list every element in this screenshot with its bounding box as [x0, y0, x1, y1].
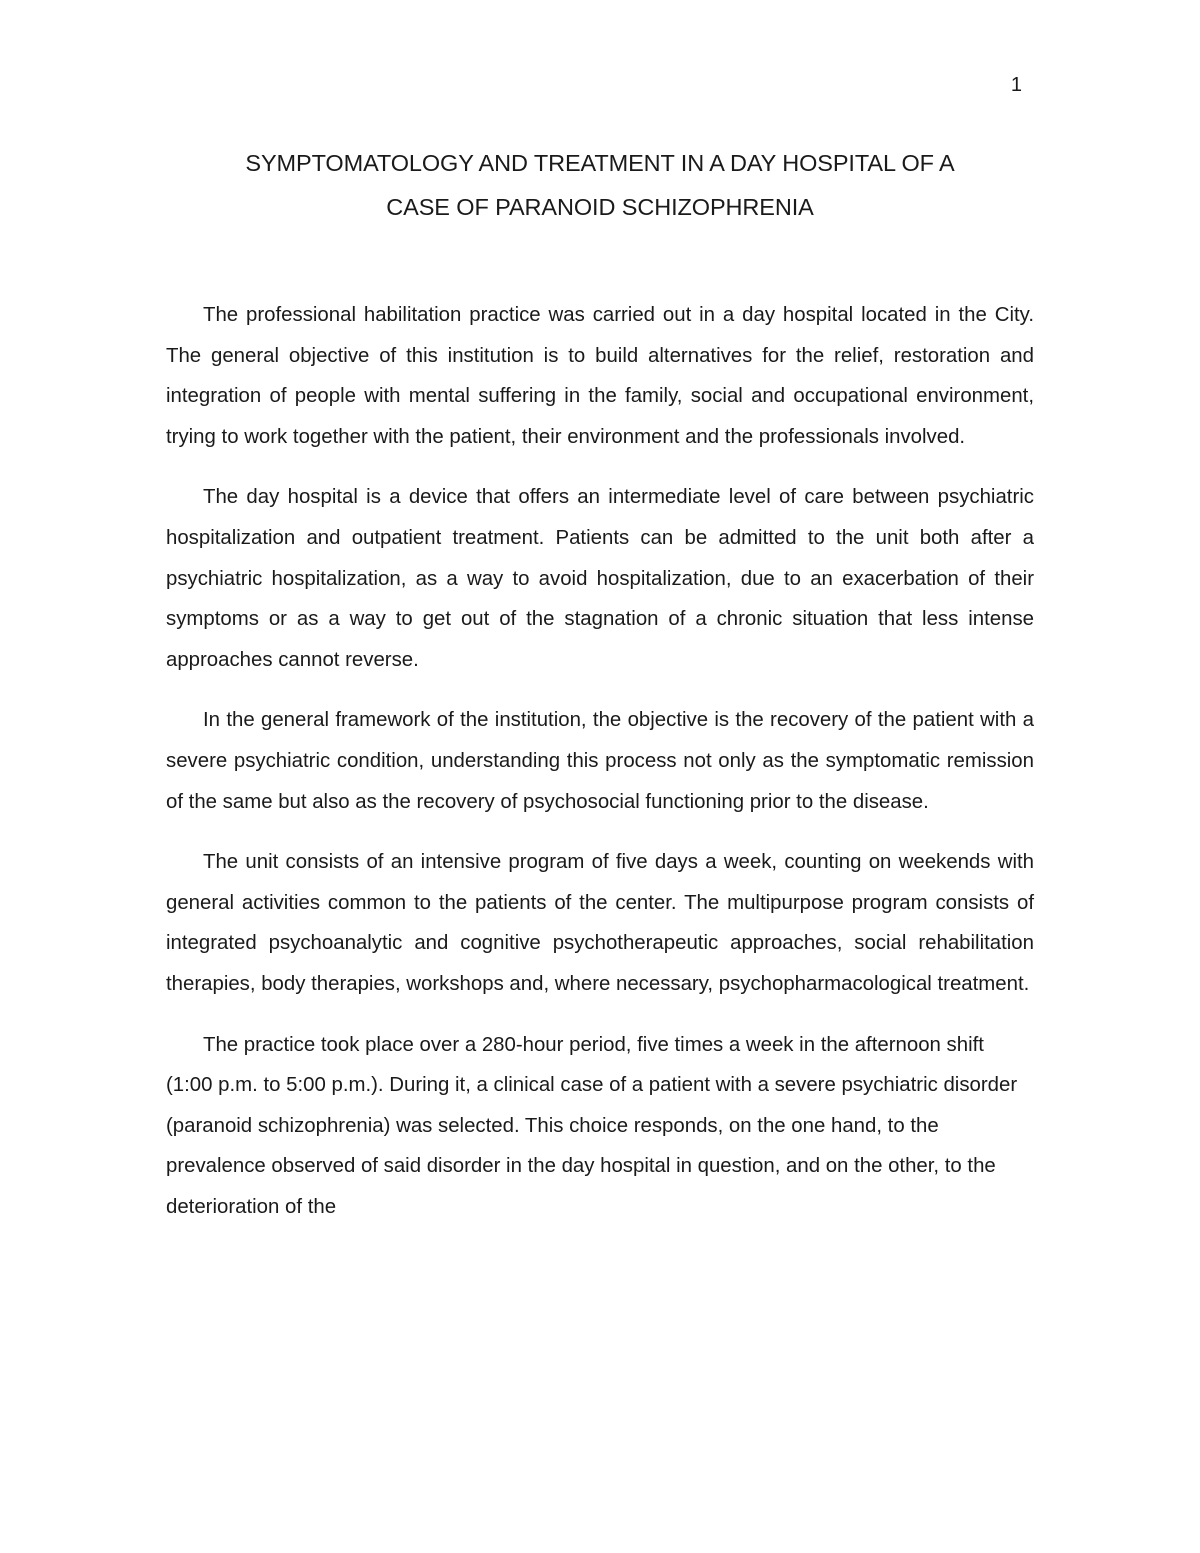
title-line-1: SYMPTOMATOLOGY AND TREATMENT IN A DAY HOSPITAL OF A: [245, 150, 955, 176]
page-number: 1: [1010, 74, 1022, 96]
title-line-2: CASE OF PARANOID SCHIZOPHRENIA: [386, 194, 814, 220]
document-body: [166, 295, 1034, 1247]
document-title: [166, 141, 1034, 229]
paragraph-2: The day hospital is a device that offers an intermediate level of care between psychiatric hospitalization and outpatient treatment. Patients can be admitted to the unit both after a psychiatric hospitalization, as a way to avoid hospitalization, due to an exacerbation of their symptoms or as a way to get out of the stagnation of a chronic situation that less intense approaches cannot reverse.: [166, 486, 1034, 671]
paragraph-3: In the general framework of the institution, the objective is the recovery of the patient with a severe psychiatric condition, understanding this process not only as the symptomatic remission of the same but also as the recovery of psychosocial functioning prior to the disease.: [166, 709, 1034, 813]
paragraph-1: The professional habilitation practice was carried out in a day hospital located in the City. The general objective of this institution is to build alternatives for the relief, restoration and integration of people with mental suffering in the family, social and occupational environment, trying to work together with the patient, their environment and the professionals involved.: [166, 304, 1034, 448]
paragraph-4: The unit consists of an intensive program of five days a week, counting on weekends with general activities common to the patients of the center. The multipurpose program consists of integrated psychoanalytic and cognitive psychotherapeutic approaches, social rehabilitation therapies, body therapies, workshops and, where necessary, psychopharmacological treatment.: [166, 851, 1034, 995]
paragraph-5: The practice took place over a 280-hour period, five times a week in the afternoon shift (1:00 p.m. to 5:00 p.m.). During it, a clinical case of a patient with a severe psychiatric disorder (paranoid schizophrenia) was selected. This choice responds, on the one hand, to the prevalence observed of said disorder in the day hospital in question, and on the other, to the deterioration of the: [166, 1033, 1018, 1218]
